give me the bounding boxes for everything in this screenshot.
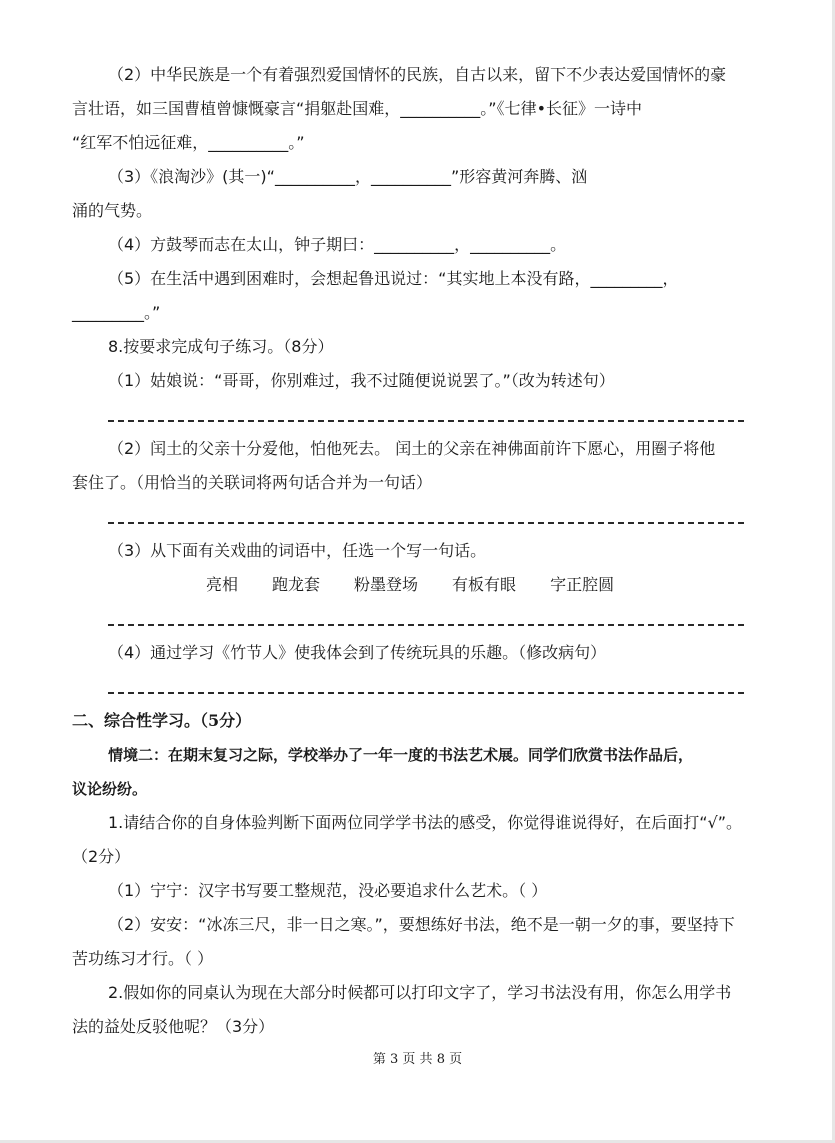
- q8-2-line-1: （2）闰土的父亲十分爱他，怕他死去。 闰土的父亲在神佛面前许下愿心，用圈子将他: [108, 439, 716, 458]
- section-2-heading: 二、综合性学习。（5分）: [72, 711, 252, 730]
- q7-2-line-1: （2）中华民族是一个有着强烈爱国情怀的民族，自古以来，留下不少表达爱国情怀的豪: [108, 65, 727, 84]
- q7-2-line-2: 言壮语，如三国曹植曾慷慨豪言“捐躯赴国难，__________。”《七律•长征》一诗中: [72, 99, 643, 118]
- scenario-line-2: 议论纷纷。: [72, 780, 148, 798]
- q7-3-line-2: 涌的气势。: [72, 201, 153, 220]
- answer-line-q8-4[interactable]: [72, 670, 762, 704]
- word-option: 粉墨登场: [354, 575, 419, 594]
- q7-3-line-1: （3）《浪淘沙》(其一)“__________，__________”形容黄河奔腾、汹: [108, 167, 588, 186]
- word-option: 亮相: [206, 575, 239, 594]
- answer-line-q8-1[interactable]: [72, 398, 762, 432]
- page-number: 第 3 页 共 8 页: [372, 1052, 463, 1067]
- q8-3-word-list: [72, 568, 762, 602]
- q7-4: （4）方鼓琴而志在太山，钟子期曰：__________，__________。: [108, 235, 567, 254]
- s2-q1-option-a[interactable]: （1）宁宁：汉字书写要工整规范，没必要追求什么艺术。（ ）: [108, 881, 548, 900]
- answer-line-q8-2[interactable]: [72, 500, 762, 534]
- q7-5-line-1: （5）在生活中遇到困难时，会想起鲁迅说过：“其实地上本没有路，_________，: [108, 269, 679, 288]
- scenario-line-1: 情境二：在期末复习之际，学校举办了一年一度的书法艺术展。同学们欣赏书法作品后，: [108, 746, 694, 764]
- s2-q2-line-1: 2.假如你的同桌认为现在大部分时候都可以打印文字了，学习书法没有用，你怎么用学书: [108, 983, 732, 1002]
- s2-q1-line-2: （2分）: [72, 847, 131, 866]
- q7-2-line-3: “红军不怕远征难，__________。”: [72, 133, 305, 152]
- answer-line-q8-3[interactable]: [72, 602, 762, 636]
- s2-q1-line-1: 1.请结合你的自身体验判断下面两位同学学书法的感受，你觉得谁说得好，在后面打“√”。: [108, 813, 743, 832]
- q8-4: （4）通过学习《竹节人》使我体会到了传统玩具的乐趣。（修改病句）: [108, 643, 607, 662]
- document-page: [72, 58, 762, 1044]
- s2-q1-option-b-line-1[interactable]: （2）安安：“冰冻三尺，非一日之寒。”，要想练好书法，绝不是一朝一夕的事，要坚持下: [108, 915, 735, 934]
- word-option: 有板有眼: [452, 575, 517, 594]
- q8-2-line-2: 套住了。（用恰当的关联词将两句话合并为一句话）: [72, 473, 433, 492]
- word-option: 字正腔圆: [550, 575, 615, 594]
- q8-3: （3）从下面有关戏曲的词语中，任选一个写一句话。: [108, 541, 487, 560]
- q8-title: 8.按要求完成句子练习。（8分）: [108, 337, 334, 356]
- word-option: 跑龙套: [272, 575, 321, 594]
- q8-1: （1）姑娘说：“哥哥，你别难过，我不过随便说说罢了。”（改为转述句）: [108, 371, 615, 390]
- s2-q2-line-2: 法的益处反驳他呢？（3分）: [72, 1017, 275, 1036]
- s2-q1-option-b-line-2[interactable]: 苦功练习才行。（ ）: [72, 949, 214, 968]
- q7-5-line-2: _________。”: [72, 303, 161, 322]
